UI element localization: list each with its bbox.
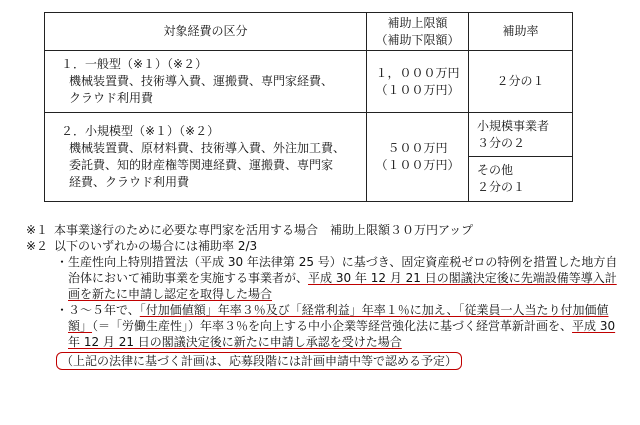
general-lower-limit-value: （１００万円） — [375, 82, 460, 97]
general-type-rate: ２分の１ — [469, 51, 573, 113]
boxed-note: （上記の法律に基づく計画は、応募段階には計画申請中等で認める予定） — [56, 352, 462, 370]
table-row — [45, 113, 573, 202]
general-type-title: １．一般型（※１）（※２） — [61, 57, 208, 71]
bullet-2-text — [68, 302, 626, 350]
bullet-2-underlined-2: 平成 30 年 12 月 21 日の閣議決定後に新たに申請し承認を受けた場合 — [68, 319, 616, 349]
bullet-1-mark: ・ — [56, 255, 69, 269]
small-type-items-1: 機械装置費、原材料費、技術導入費、外注加工費、 — [69, 141, 346, 155]
header-category: 対象経費の区分 — [45, 13, 367, 51]
general-limit-value: １，０００万円 — [375, 65, 460, 80]
header-rate: 補助率 — [469, 13, 573, 51]
note-1-mark: ※１ — [26, 223, 49, 237]
note-1-text: 本事業遂行のために必要な専門家を活用する場合 補助上限額３０万円アップ — [54, 223, 474, 237]
other-rate-value: ２分の１ — [477, 180, 526, 194]
bullet-2 — [56, 302, 626, 350]
bullet-1-underlined: 平成 30 年 12 月 21 日の閣議決定後に先端設備等導入計画を新たに申請し認定を取得した場合 — [68, 271, 617, 301]
boxed-note-wrap — [26, 352, 626, 370]
header-limit-lower: （補助下限額） — [375, 32, 460, 47]
general-type-limit — [367, 51, 469, 113]
small-lower-limit-value: （１００万円） — [375, 158, 460, 172]
other-rate — [469, 157, 572, 201]
bullet-1 — [56, 254, 626, 302]
header-limit — [367, 13, 469, 51]
small-limit-value: ５００万円 — [387, 141, 448, 155]
small-business-rate — [469, 113, 572, 157]
small-type-items-3: 経費、クラウド利用費 — [69, 175, 190, 189]
note-2-text: 以下のいずれかの場合には補助率 2/3 — [54, 239, 258, 253]
table-header-row — [45, 13, 573, 51]
bullet-2-plain-1: ３～５年で、 — [68, 303, 140, 317]
general-type-cell — [45, 51, 367, 113]
bullet-2-mark: ・ — [56, 303, 69, 317]
bullet-2-plain-2: （＝「労働生産性」）年率３％を向上する中小企業等経営強化法に基づく経営革新計画を、 — [92, 319, 573, 333]
notes-section — [26, 222, 626, 370]
other-label: その他 — [477, 163, 514, 177]
small-business-label: 小規模事業者 — [477, 118, 550, 133]
bullet-1-text — [68, 254, 626, 302]
small-type-title: ２．小規模型（※１）（※２） — [61, 124, 220, 138]
small-business-rate-value: ３分の２ — [477, 135, 526, 150]
note-2-mark: ※２ — [26, 239, 49, 253]
bullet-2-underlined-1: 「付加価値額」年率３％及び「経常利益」年率１％に加え、「従業員一人当たり付加価値額」 — [68, 303, 609, 333]
note-2 — [26, 238, 626, 254]
bullet-1-plain: 生産性向上特別措置法（平成 30 年法律第 25 号）に基づき、固定資産税ゼロの特例を措置した地方自治体において補助事業を実施する事業者が、 — [68, 255, 618, 285]
small-type-cell — [45, 113, 367, 202]
header-limit-upper: 補助上限額 — [387, 15, 448, 30]
subsidy-table — [44, 12, 573, 202]
small-type-items-2: 委託費、知的財産権等関連経費、運搬費、専門家 — [69, 158, 334, 172]
small-type-limit — [367, 113, 469, 202]
general-type-items-1: 機械装置費、技術導入費、運搬費、専門家経費、 — [69, 74, 334, 88]
note-1 — [26, 222, 626, 238]
small-type-rate — [469, 113, 573, 202]
table-row — [45, 51, 573, 113]
general-type-items-2: クラウド利用費 — [69, 91, 154, 105]
